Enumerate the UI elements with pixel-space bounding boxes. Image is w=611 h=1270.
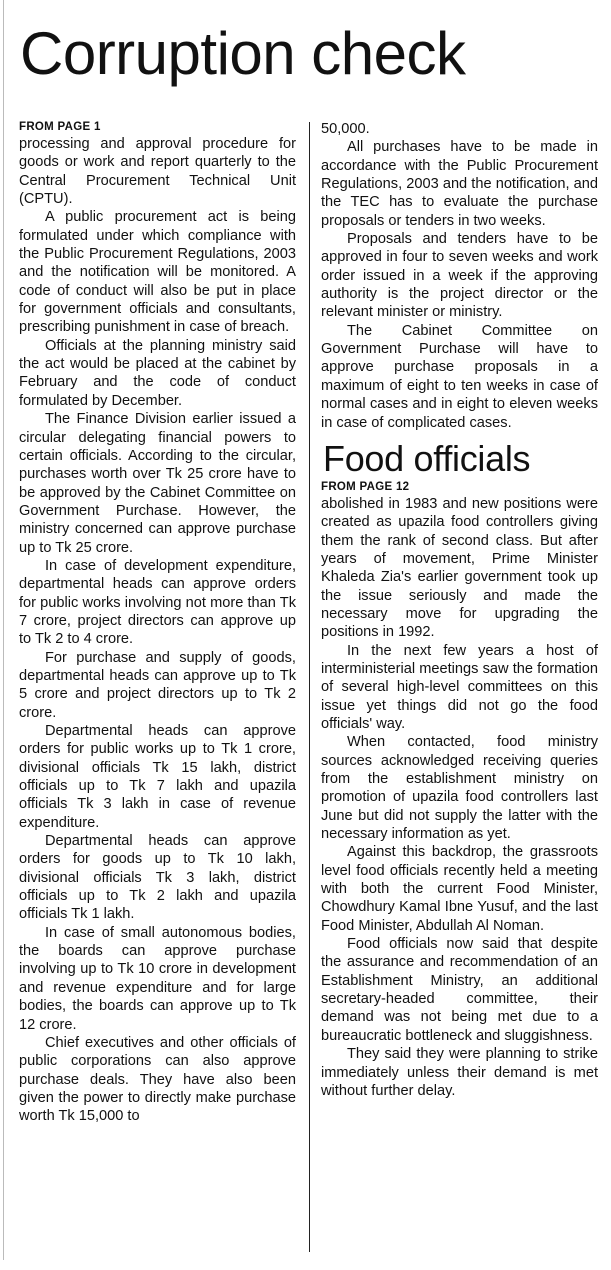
page-edge-rule	[3, 0, 4, 1260]
jump-line-from-page-1: FROM PAGE 1	[19, 121, 101, 133]
paragraph: A public procurement act is being formulated under which compliance with the Public Procurement Regulations, 2003 and the notification will be monitored. A code of conduct will also be put in place for government officials and consultants, prescribing punishment in case of breach.	[19, 209, 296, 336]
paragraph: The Cabinet Committee on Government Purchase will have to approve purchase proposals in a maximum of eight to ten weeks in case of normal cases and in eight to eleven weeks in case of complicated cases.	[321, 322, 598, 431]
paragraph: Officials at the planning ministry said the act would be placed at the cabinet by February and the code of conduct formulated by December.	[19, 337, 296, 409]
paragraph: 50,000.	[321, 121, 370, 137]
food-officials-headline: Food officials	[323, 437, 531, 479]
right-column	[321, 120, 598, 1100]
paragraph: Chief executives and other officials of public corporations can also approve purchase deals. They have also been given the power to directly make purchase worth Tk 15,000 to	[19, 1034, 296, 1125]
paragraph: Departmental heads can approve orders for public works up to Tk 1 crore, divisional officials Tk 15 lakh, district officials up to Tk 7 lakh and upazila officials Tk 3 lakh in case of revenue expenditure.	[19, 723, 296, 831]
paragraph: Against this backdrop, the grassroots level food officials recently held a meeting with both the current Food Minister, Chowdhury Kamal Ibne Yusuf, and the last Food Minister, Abdullah Al Noman.	[321, 844, 598, 934]
paragraph: In case of development expenditure, departmental heads can approve orders for public works involving not more than Tk 7 crore, project directors can approve up to Tk 2 to 4 crore.	[19, 557, 296, 648]
paragraph: processing and approval procedure for goods or work and report quarterly to the Central Procurement Technical Unit (CPTU).	[19, 136, 296, 208]
left-column	[19, 120, 296, 1126]
paragraph: In the next few years a host of interministerial meetings saw the formation of several high-level committees on this issue yet things did not go the food officials' way.	[321, 642, 598, 732]
article-headline: Corruption check	[20, 20, 466, 87]
paragraph: They said they were planning to strike immediately unless their demand is met without further delay.	[321, 1046, 598, 1099]
paragraph: When contacted, food ministry sources acknowledged receiving queries from the establishment ministry on promotion of upazila food controllers last June but did not supply the latter with the necessary information as yet.	[321, 734, 598, 843]
paragraph: Proposals and tenders have to be approved in four to seven weeks and work order issued in a week if the approving authority is the project director or the relevant minister or ministry.	[321, 231, 598, 321]
paragraph: In case of small autonomous bodies, the boards can approve purchase involving up to Tk 10 crore in development and revenue expenditure and for large bodies, the boards can approve up to Tk 12 crore.	[19, 924, 296, 1033]
paragraph: Food officials now said that despite the assurance and recommendation of an Establishment Ministry, an additional secretary-headed committee, their demand was not being met due to a bureaucratic bottleneck and sluggishness.	[321, 936, 598, 1044]
paragraph: abolished in 1983 and new positions were created as upazila food controllers giving them the rank of second class. But after years of movement, Prime Minister Khaleda Zia's earlier government took up the issue seriously and made the necessary move for upgrading the positions in 1992.	[321, 495, 598, 641]
jump-line-from-page-12: FROM PAGE 12	[321, 480, 410, 493]
paragraph: All purchases have to be made in accordance with the Public Procurement Regulations, 2003 and the notification, and the TEC has to evaluate the purchase proposals or tenders in two weeks.	[321, 139, 598, 229]
column-divider	[309, 122, 310, 1252]
paragraph: The Finance Division earlier issued a circular delegating financial powers to certain officials. According to the circular, purchases worth over Tk 25 crore have to be approved by the Cabinet Committee on Government Purchase. However, the ministry concerned can approve purchase up to Tk 25 crore.	[19, 411, 296, 556]
paragraph: For purchase and supply of goods, departmental heads can approve up to Tk 5 crore and project directors up to Tk 2 crore.	[19, 649, 296, 721]
paragraph: Departmental heads can approve orders for goods up to Tk 10 lakh, divisional officials Tk 3 lakh, district officials up to Tk 2 lakh and upazila officials Tk 1 lakh.	[19, 833, 296, 923]
